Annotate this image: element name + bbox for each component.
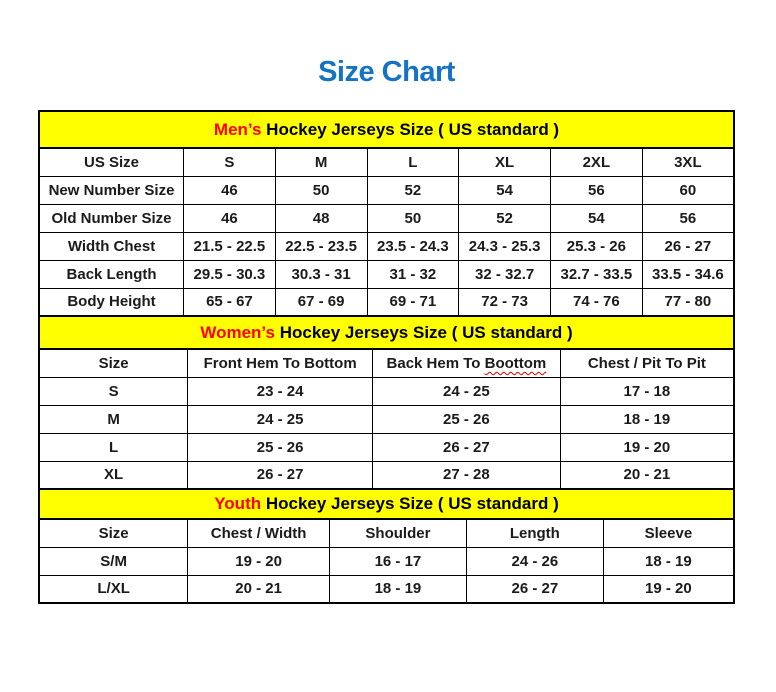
row-label: Width Chest xyxy=(39,232,184,260)
section-title-highlight: Youth xyxy=(214,494,262,513)
table-cell: 25 - 26 xyxy=(188,433,373,461)
header-row xyxy=(39,148,734,176)
table-row xyxy=(39,547,734,575)
column-header: Length xyxy=(466,519,603,547)
table-cell: 74 - 76 xyxy=(550,288,642,316)
section-band-row xyxy=(39,111,734,148)
table-cell: 19 - 20 xyxy=(560,433,734,461)
table-cell: 20 - 21 xyxy=(560,461,734,489)
table-row xyxy=(39,377,734,405)
table-cell: 33.5 - 34.6 xyxy=(642,260,734,288)
table-row xyxy=(39,204,734,232)
table-cell: 23.5 - 24.3 xyxy=(367,232,459,260)
table-cell: 67 - 69 xyxy=(275,288,367,316)
table-cell: 54 xyxy=(459,176,551,204)
row-label: M xyxy=(39,405,188,433)
column-header: US Size xyxy=(39,148,184,176)
column-header: Shoulder xyxy=(329,519,466,547)
column-header: Size xyxy=(39,519,188,547)
section-band-row xyxy=(39,489,734,519)
section-title-highlight: Women’s xyxy=(200,322,275,342)
table-cell: 29.5 - 30.3 xyxy=(184,260,276,288)
table-cell: 25 - 26 xyxy=(373,405,561,433)
table-cell: 24 - 25 xyxy=(373,377,561,405)
table-cell: 24 - 26 xyxy=(466,547,603,575)
column-header: Chest / Width xyxy=(188,519,330,547)
column-header: Sleeve xyxy=(603,519,734,547)
size-chart-tables xyxy=(38,110,735,604)
column-header: XL xyxy=(459,148,551,176)
table-cell: 26 - 27 xyxy=(188,461,373,489)
table-cell: 23 - 24 xyxy=(188,377,373,405)
table-row xyxy=(39,405,734,433)
table-row xyxy=(39,575,734,603)
column-header: M xyxy=(275,148,367,176)
row-label: Back Length xyxy=(39,260,184,288)
column-header: Front Hem To Bottom xyxy=(188,349,373,377)
table-cell: 24 - 25 xyxy=(188,405,373,433)
row-label: New Number Size xyxy=(39,176,184,204)
table-cell: 26 - 27 xyxy=(373,433,561,461)
row-label: S/M xyxy=(39,547,188,575)
section-title: Youth Hockey Jerseys Size ( US standard ) xyxy=(39,489,734,519)
table-cell: 50 xyxy=(367,204,459,232)
table-cell: 21.5 - 22.5 xyxy=(184,232,276,260)
table-cell: 31 - 32 xyxy=(367,260,459,288)
table-row xyxy=(39,260,734,288)
size-chart-title: Size Chart xyxy=(318,56,455,88)
table-cell: 22.5 - 23.5 xyxy=(275,232,367,260)
table-cell: 17 - 18 xyxy=(560,377,734,405)
table-cell: 69 - 71 xyxy=(367,288,459,316)
section-title: Men’s Hockey Jerseys Size ( US standard ) xyxy=(39,111,734,148)
table-cell: 26 - 27 xyxy=(466,575,603,603)
row-label: L xyxy=(39,433,188,461)
table-cell: 32.7 - 33.5 xyxy=(550,260,642,288)
column-header: L xyxy=(367,148,459,176)
table-cell: 24.3 - 25.3 xyxy=(459,232,551,260)
table-cell: 46 xyxy=(184,204,276,232)
section-title-highlight: Men’s xyxy=(213,119,262,139)
table-cell: 30.3 - 31 xyxy=(275,260,367,288)
column-header: Back Hem To Boottom xyxy=(373,349,561,377)
table-cell: 18 - 19 xyxy=(329,575,466,603)
table-row xyxy=(39,176,734,204)
table-cell: 20 - 21 xyxy=(188,575,330,603)
row-label: Old Number Size xyxy=(39,204,184,232)
mens-size-table xyxy=(38,110,735,317)
table-row xyxy=(39,232,734,260)
row-label: XL xyxy=(39,461,188,489)
table-cell: 65 - 67 xyxy=(184,288,276,316)
table-cell: 18 - 19 xyxy=(603,547,734,575)
table-cell: 16 - 17 xyxy=(329,547,466,575)
table-cell: 50 xyxy=(275,176,367,204)
section-band-row xyxy=(39,316,734,349)
header-row xyxy=(39,519,734,547)
table-cell: 27 - 28 xyxy=(373,461,561,489)
table-cell: 48 xyxy=(275,204,367,232)
table-cell: 19 - 20 xyxy=(188,547,330,575)
table-cell: 32 - 32.7 xyxy=(459,260,551,288)
table-row xyxy=(39,433,734,461)
table-cell: 72 - 73 xyxy=(459,288,551,316)
table-cell: 52 xyxy=(367,176,459,204)
table-cell: 26 - 27 xyxy=(642,232,734,260)
table-cell: 56 xyxy=(550,176,642,204)
table-cell: 77 - 80 xyxy=(642,288,734,316)
table-cell: 52 xyxy=(459,204,551,232)
table-cell: 56 xyxy=(642,204,734,232)
column-header: 2XL xyxy=(550,148,642,176)
table-cell: 19 - 20 xyxy=(603,575,734,603)
row-label: S xyxy=(39,377,188,405)
table-row xyxy=(39,288,734,316)
row-label: L/XL xyxy=(39,575,188,603)
youth-size-table xyxy=(38,488,735,604)
row-label: Body Height xyxy=(39,288,184,316)
table-cell: 46 xyxy=(184,176,276,204)
womens-size-table xyxy=(38,315,735,490)
column-header: Chest / Pit To Pit xyxy=(560,349,734,377)
column-header: Size xyxy=(39,349,188,377)
table-cell: 18 - 19 xyxy=(560,405,734,433)
column-header: S xyxy=(184,148,276,176)
column-header: 3XL xyxy=(642,148,734,176)
misspelled-word: Boottom xyxy=(484,354,547,372)
table-cell: 54 xyxy=(550,204,642,232)
header-row xyxy=(39,349,734,377)
table-cell: 25.3 - 26 xyxy=(550,232,642,260)
table-cell: 60 xyxy=(642,176,734,204)
table-row xyxy=(39,461,734,489)
section-title: Women’s Hockey Jerseys Size ( US standard ) xyxy=(39,316,734,349)
